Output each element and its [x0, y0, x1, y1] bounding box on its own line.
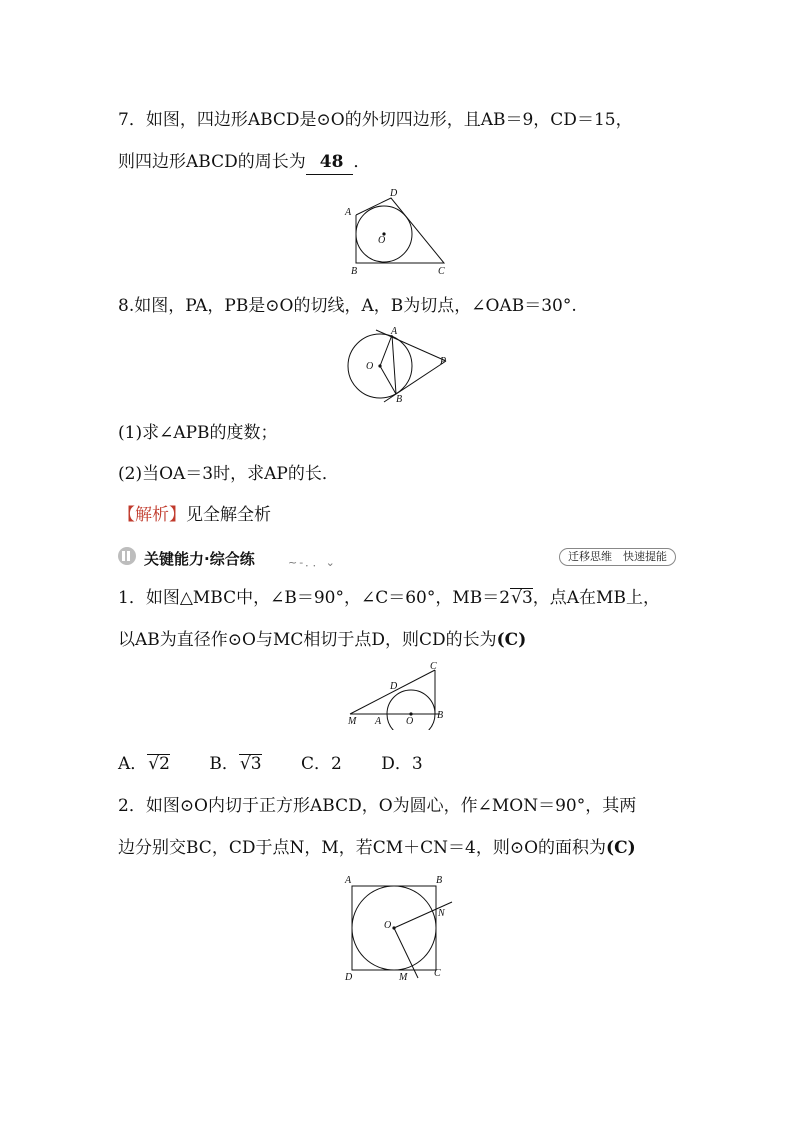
p1-options [118, 752, 423, 776]
p2-label-O: O [384, 920, 392, 931]
p1-option-a-radicand: 2 [159, 754, 170, 774]
p1-label-M: M [348, 716, 357, 727]
q8-sub2: (2)当OA＝3时，求AP的长． [118, 464, 339, 484]
q8-tangent-PB [384, 361, 446, 402]
p2-figure [338, 872, 458, 984]
p1-line2 [118, 628, 526, 652]
q7-figure [340, 184, 455, 279]
q7-quadrilateral [356, 198, 444, 263]
section-pill: 迁移思维 快速提能 [559, 548, 676, 566]
p1-line2-a: 以AB为直径作⊙O与MC相切于点D，则CD的长为 [118, 630, 497, 650]
analysis-label: 【解析】 [118, 505, 186, 525]
q7-line2 [118, 150, 370, 175]
q7-answer-blank: 48 [306, 150, 354, 175]
p1-label-A: A [375, 716, 382, 727]
p1-option-b [209, 754, 261, 774]
p1-sqrt3-radicand: 3 [521, 588, 533, 608]
q7-line2-prefix: 则四边形ABCD的周长为 [118, 152, 306, 172]
p1-label-O: O [406, 716, 414, 727]
section-header [118, 548, 676, 569]
p2-line2 [118, 836, 636, 860]
analysis-text: 见全解全析 [186, 505, 271, 525]
q8-sub1: (1)求∠APB的度数； [118, 423, 278, 443]
section-decoration: ~-．．⌄ [288, 556, 337, 569]
p2-label-M: M [399, 972, 408, 983]
p1-option-c-text: 2 [330, 754, 342, 774]
q8-label-A: A [391, 326, 398, 337]
p1-line1-b: ，点A在MB上， [532, 588, 660, 608]
q8-line1: 8.如图，PA，PB是⊙O的切线，A，B为切点，∠OAB＝30°. [118, 296, 577, 316]
p1-line-MC [350, 670, 435, 714]
analysis-line [118, 503, 271, 527]
q8-label-B: B [396, 394, 403, 405]
p1-option-d-text: 3 [411, 754, 423, 774]
p1-option-a [118, 754, 170, 774]
q7-label-D: D [390, 188, 398, 199]
q8-OA [380, 335, 392, 366]
q8-label-P: P [440, 356, 447, 367]
p1-figure [344, 658, 454, 730]
q7-label-C: C [438, 266, 445, 277]
p1-label-D: D [390, 681, 398, 692]
p1-option-b-label: B． [209, 754, 239, 774]
q7-line1: 7．如图，四边形ABCD是⊙O的外切四边形，且AB＝9，CD＝15， [118, 110, 633, 130]
q7-label-B: B [351, 266, 358, 277]
p2-label-C: C [434, 968, 441, 979]
p2-label-A: A [345, 875, 352, 886]
q8-center-dot [378, 364, 381, 367]
p1-option-a-sqrt: √2 [148, 754, 170, 774]
p2-line1: 2．如图⊙O内切于正方形ABCD，O为圆心，作∠MON＝90°，其两 [118, 796, 637, 816]
q7-label-A: A [345, 207, 352, 218]
q8-figure [338, 324, 453, 408]
p1-option-d-label: D． [381, 754, 412, 774]
p1-sqrt3: √3 [511, 588, 533, 608]
p2-center-dot [392, 926, 395, 929]
p1-option-b-radicand: 3 [250, 754, 262, 774]
p2-label-N: N [438, 908, 445, 919]
p1-option-b-sqrt: √3 [239, 754, 262, 774]
p1-line1-a: 1．如图△MBC中，∠B＝90°，∠C＝60°，MB＝2 [118, 588, 511, 608]
section-book-icon [118, 547, 136, 565]
p1-option-c [301, 754, 342, 774]
q8-OB [380, 366, 396, 394]
p1-label-B: B [437, 710, 444, 721]
p1-option-a-label: A． [118, 754, 148, 774]
p1-label-C: C [430, 661, 437, 672]
p2-label-B: B [436, 875, 443, 886]
p1-answer: (C) [496, 630, 527, 650]
q7-label-O: O [378, 235, 386, 246]
p2-label-D: D [345, 972, 353, 983]
q8-label-O: O [366, 361, 374, 372]
p1-option-c-label: C． [300, 754, 331, 774]
q8-AB [392, 335, 396, 394]
section-title: 关键能力·综合练 [144, 550, 255, 568]
p1-option-d [381, 754, 422, 774]
q7-line2-suffix: ． [353, 152, 371, 172]
p2-answer: (C) [606, 838, 636, 858]
p2-line2-a: 边分别交BC，CD于点N，M，若CM＋CN＝4，则⊙O的面积为 [118, 838, 607, 858]
p1-line1 [118, 586, 660, 610]
